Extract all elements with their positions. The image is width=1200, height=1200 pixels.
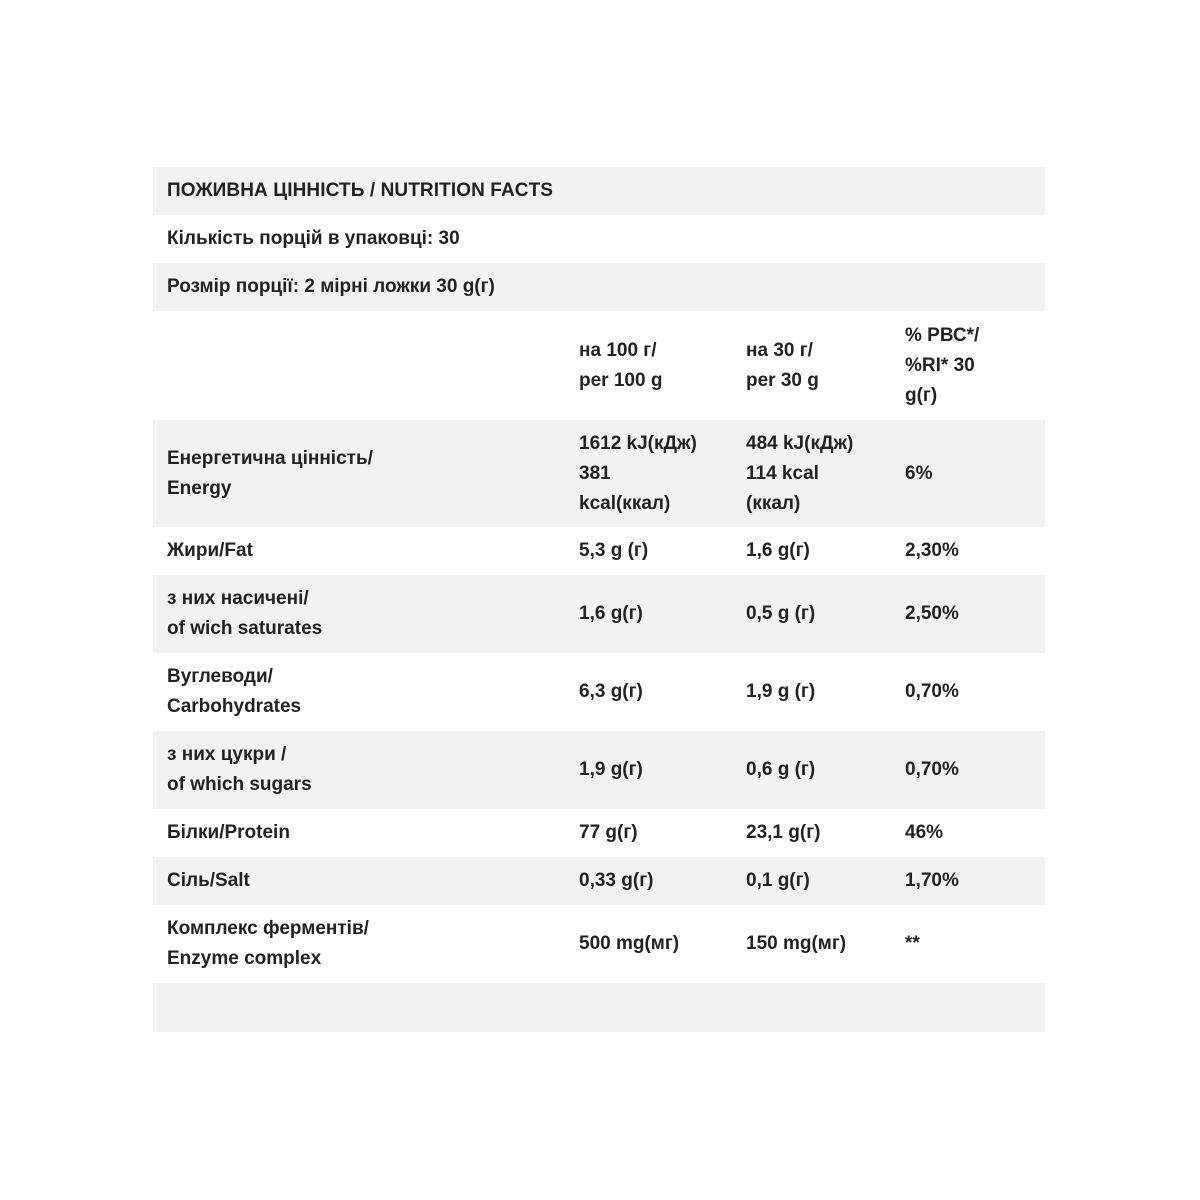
value-per-100g: 1,9 g(г): [579, 759, 643, 780]
value-per-30g: 484 kJ(кДж) 114 kcal (ккал): [746, 432, 854, 514]
value-per-30g: 0,5 g (г): [746, 603, 816, 624]
nutrient-name: Вуглеводи/ Carbohydrates: [167, 666, 302, 717]
nutrient-name: Жири/Fat: [167, 540, 253, 561]
value-per-30g: 0,1 g(г): [746, 870, 810, 891]
servings-row: [153, 215, 1045, 263]
table-title: ПОЖИВНА ЦІННІСТЬ / NUTRITION FACTS: [167, 180, 554, 201]
value-per-100g: 500 mg(мг): [579, 933, 680, 954]
column-header-per-100g: на 100 г/ per 100 g: [579, 339, 663, 391]
nutrient-name: Енергетична цінність/ Energy: [167, 447, 373, 499]
value-ri: 1,70%: [905, 870, 959, 891]
nutrient-name: з них цукри / of which sugars: [167, 744, 312, 795]
value-ri: 0,70%: [905, 759, 959, 780]
value-per-30g: 1,6 g(г): [746, 540, 810, 561]
table-row: [153, 653, 1045, 731]
serving-size: Розмір порції: 2 мірні ложки 30 g(г): [167, 276, 495, 297]
column-header-per-30g: на 30 г/ per 30 g: [746, 339, 819, 391]
value-ri: 46%: [905, 822, 944, 843]
value-per-30g: 0,6 g (г): [746, 759, 816, 780]
table-row: [153, 527, 1045, 575]
table-row: [153, 731, 1045, 809]
value-ri: 0,70%: [905, 681, 959, 702]
nutrition-facts-table: [153, 167, 1045, 1032]
value-ri: 2,50%: [905, 603, 959, 624]
column-header-row: [153, 311, 1045, 420]
table-footer-row: [153, 983, 1045, 1032]
nutrient-name: з них насичені/ of wich saturates: [167, 588, 323, 639]
value-per-30g: 150 mg(мг): [746, 933, 847, 954]
nutrient-name: Комплекс ферментів/ Enzyme complex: [167, 918, 369, 969]
table-row: [153, 575, 1045, 653]
value-per-100g: 6,3 g(г): [579, 681, 643, 702]
value-ri: **: [905, 933, 920, 954]
value-per-100g: 1,6 g(г): [579, 603, 643, 624]
nutrient-name: Білки/Protein: [167, 822, 290, 843]
servings-per-pack: Кількість порцій в упаковці: 30: [167, 228, 460, 249]
value-per-100g: 1612 kJ(кДж) 381 kcal(ккал): [579, 432, 697, 514]
value-ri: 2,30%: [905, 540, 959, 561]
value-per-100g: 77 g(г): [579, 822, 638, 843]
value-per-30g: 23,1 g(г): [746, 822, 821, 843]
value-per-30g: 1,9 g (г): [746, 681, 816, 702]
table-row: [153, 857, 1045, 905]
table-title-row: [153, 167, 1045, 215]
value-per-100g: 5,3 g (г): [579, 540, 649, 561]
value-ri: 6%: [905, 462, 933, 484]
table-row: [153, 420, 1045, 527]
table-row: [153, 905, 1045, 983]
value-per-100g: 0,33 g(г): [579, 870, 654, 891]
column-header-ri: % РВС*/ %RI* 30 g(г): [905, 324, 980, 406]
nutrient-name: Сіль/Salt: [167, 870, 250, 891]
table-row: [153, 809, 1045, 857]
serving-size-row: [153, 263, 1045, 311]
